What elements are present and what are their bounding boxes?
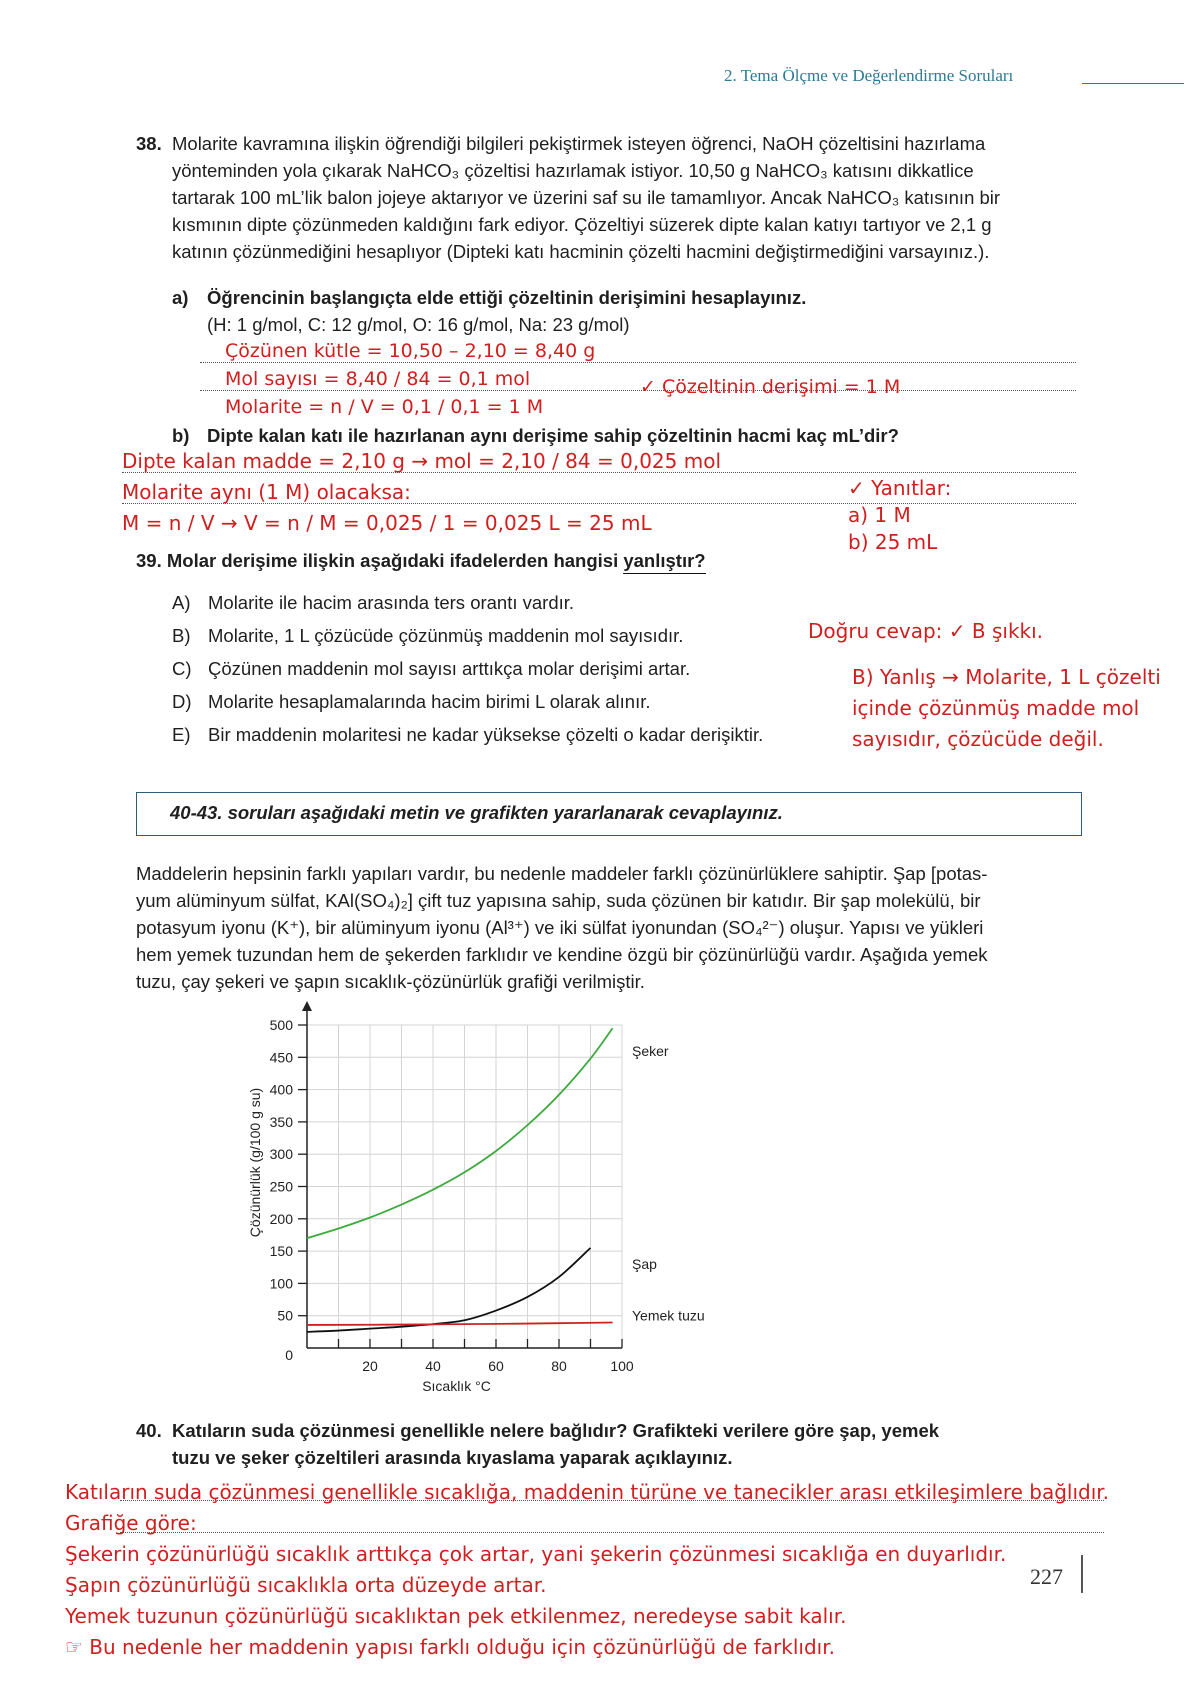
- handwritten-answer-line: Grafiğe göre:: [65, 1511, 197, 1535]
- running-header: 2. Tema Ölçme ve Değerlendirme Soruları: [724, 66, 1014, 85]
- y-tick-label: 100: [269, 1275, 293, 1292]
- x-tick-label: 100: [610, 1358, 634, 1374]
- y-axis-label: Çözünürlük (g/100 g su): [247, 1087, 263, 1238]
- passage-line: Maddelerin hepsinin farklı yapıları vardır, bu nedenle maddeler farklı çözünürlüklere sahiptir. Şap [potas-: [136, 863, 988, 884]
- y-tick-label: 250: [269, 1178, 293, 1195]
- x-tick-label: 60: [488, 1358, 504, 1374]
- chart-labels: [247, 1017, 705, 1394]
- option-letter: D): [172, 691, 192, 712]
- handwritten-answer-line: Yemek tuzunun çözünürlüğü sıcaklıktan pek etkilenmez, neredeyse sabit kalır.: [65, 1604, 847, 1628]
- q38-a-hint: (H: 1 g/mol, C: 12 g/mol, O: 16 g/mol, Na: 23 g/mol): [207, 314, 630, 335]
- option-a: [172, 592, 574, 614]
- page-number: 227: [1030, 1564, 1063, 1589]
- handwritten-answer-line: Şekerin çözünürlüğü sıcaklık arttıkça çok artar, yani şekerin çözünmesi sıcaklığa en duyarlıdır.: [65, 1542, 1007, 1566]
- question-38-line: katının çözünmediğini hesaplıyor (Dipteki katı hacminin çözelti hacmini değiştirmediğini varsayınız.).: [172, 241, 990, 262]
- handwritten-explanation: içinde çözünmüş madde mol: [852, 696, 1140, 720]
- question-38-number: 38.: [136, 133, 162, 154]
- question-39-number: 39.: [136, 550, 162, 571]
- handwritten-answer: Doğru cevap: ✓ B şıkkı.: [808, 619, 1044, 643]
- option-text: Molarite hesaplamalarında hacim birimi L olarak alınır.: [208, 691, 651, 712]
- option-letter: C): [172, 658, 192, 679]
- handwritten-answer-line: Şapın çözünürlüğü sıcaklıkla orta düzeyde artar.: [65, 1573, 547, 1597]
- answer-line: [200, 390, 1076, 391]
- y-tick-label: 150: [269, 1243, 293, 1260]
- handwritten-explanation: B) Yanlış → Molarite, 1 L çözelti: [852, 665, 1161, 689]
- instruction-text: 40-43. soruları aşağıdaki metin ve grafikten yararlanarak cevaplayınız.: [170, 802, 783, 823]
- question-38-body: [172, 130, 1092, 265]
- chart-series: [307, 1028, 613, 1332]
- option-b: [172, 625, 683, 647]
- handwritten-answer: b) 25 mL: [848, 530, 938, 554]
- series-label: Şap: [632, 1256, 657, 1273]
- handwritten-work: Mol sayısı = 8,40 / 84 = 0,1 mol: [225, 368, 531, 390]
- option-text: Bir maddenin molaritesi ne kadar yüksekse çözelti o kadar derişiktir.: [208, 724, 764, 745]
- q38-a-label: a): [172, 287, 189, 308]
- question-39-underlined: yanlıştır?: [623, 550, 705, 574]
- handwritten-answer-line: ☞ Bu nedenle her maddenin yapısı farklı olduğu için çözünürlüğü de farklıdır.: [65, 1635, 835, 1659]
- question-38-line: yönteminden yola çıkarak NaHCO₃ çözeltisi hazırlamak istiyor. 10,50 g NaHCO₃ katısını dikkatlice: [172, 160, 974, 181]
- y-tick-label: 500: [269, 1017, 293, 1033]
- passage-line: tuzu, çay şekeri ve şapın sıcaklık-çözünürlük grafiği verilmiştir.: [136, 971, 645, 992]
- y-tick-label: 450: [269, 1049, 293, 1066]
- series-line-0: [307, 1028, 613, 1238]
- option-c: [172, 658, 690, 680]
- question-40-body: [172, 1417, 939, 1471]
- solubility-chart: [230, 1000, 710, 1415]
- option-letter: B): [172, 625, 191, 646]
- handwritten-work: M = n / V → V = n / M = 0,025 / 1 = 0,025 L = 25 mL: [122, 511, 652, 535]
- q38-b-text: Dipte kalan katı ile hazırlanan aynı derişime sahip çözeltinin hacmi kaç mL’dir?: [207, 425, 899, 446]
- series-line-1: [307, 1248, 591, 1332]
- y-tick-label: 350: [269, 1113, 293, 1130]
- handwritten-explanation: sayısıdır, çözücüde değil.: [852, 727, 1104, 751]
- handwritten-work: Molarite = n / V = 0,1 / 0,1 = 1 M: [225, 396, 544, 418]
- answer-line: [120, 1532, 1104, 1533]
- option-d: [172, 691, 650, 713]
- y-tick-label: 200: [269, 1210, 293, 1227]
- x-axis-label: Sıcaklık °C: [422, 1378, 491, 1394]
- series-label: Yemek tuzu: [632, 1307, 705, 1324]
- handwritten-work: Molarite aynı (1 M) olacaksa:: [122, 480, 411, 504]
- answer-line: [200, 362, 1076, 363]
- chart-grid: [307, 1025, 622, 1348]
- handwritten-answer: a) 1 M: [848, 503, 911, 527]
- handwritten-answer-line: Katıların suda çözünmesi genellikle sıcaklığa, maddenin türüne ve tanecikler arası etkileşimlere bağlıdır.: [65, 1480, 1110, 1504]
- y-tick-label: 50: [277, 1307, 293, 1324]
- option-letter: A): [172, 592, 191, 613]
- y-axis-arrow: [302, 1001, 312, 1011]
- series-label: Şeker: [632, 1042, 669, 1059]
- passage-line: potasyum iyonu (K⁺), bir alüminyum iyonu (Al³⁺) ve iki sülfat iyonundan (SO₄²⁻) oluşur. Yapısı ve yükleri: [136, 917, 984, 938]
- q38-b-label: b): [172, 425, 190, 446]
- page-number-rule: [1081, 1555, 1083, 1593]
- question-39-text: Molar derişime ilişkin aşağıdaki ifadelerden hangisi: [166, 550, 619, 571]
- option-text: Çözünen maddenin mol sayısı arttıkça molar derişimi artar.: [208, 658, 691, 679]
- question-40-number: 40.: [136, 1420, 162, 1441]
- handwritten-answers-title: ✓ Yanıtlar:: [848, 476, 952, 500]
- question-38-line: kısmının dipte çözünmeden kaldığını fark ediyor. Çözeltiyi süzerek dipte kalan katıyı tartıyor ve 2,1 g: [172, 214, 992, 235]
- y-tick-label: 400: [269, 1081, 293, 1098]
- option-letter: E): [172, 724, 191, 745]
- question-38-line: tartarak 100 mL’lik balon jojeye aktarıyor ve üzerini saf su ile tamamlıyor. Ancak NaHCO₃ katısının bir: [172, 187, 1001, 208]
- x-tick-label: 80: [551, 1358, 567, 1374]
- question-40-line: Katıların suda çözünmesi genellikle nelere bağlıdır? Grafikteki verilere göre şap, yemek: [172, 1420, 940, 1441]
- handwritten-work: Dipte kalan madde = 2,10 g → mol = 2,10 / 84 = 0,025 mol: [122, 449, 721, 473]
- x-tick-label: 40: [425, 1358, 441, 1374]
- series-line-2: [307, 1322, 613, 1324]
- passage-line: yum alüminyum sülfat, KAl(SO₄)₂] çift tuz yapısına sahip, suda çözünen bir katıdır. Bir şap molekülü, bir: [136, 890, 981, 911]
- x-tick-label: 20: [362, 1358, 378, 1374]
- header-rule: [1082, 83, 1184, 84]
- handwritten-result: ✓ Çözeltinin derişimi = 1 M: [640, 376, 901, 398]
- passage: [136, 860, 1086, 995]
- y-tick-label: 0: [285, 1347, 293, 1363]
- q38-a-text: Öğrencinin başlangıçta elde ettiği çözeltinin derişimini hesaplayınız.: [207, 287, 807, 308]
- y-tick-label: 300: [269, 1146, 293, 1163]
- question-38-line: Molarite kavramına ilişkin öğrendiği bilgileri pekiştirmek isteyen öğrenci, NaOH çözeltisini hazırlama: [172, 133, 986, 154]
- handwritten-work: Çözünen kütle = 10,50 – 2,10 = 8,40 g: [225, 340, 596, 362]
- option-text: Molarite ile hacim arasında ters orantı vardır.: [208, 592, 575, 613]
- passage-line: hem yemek tuzundan hem de şekerden farklıdır ve kendine özgü bir çözünürlüğü vardır. Aşağıda yemek: [136, 944, 988, 965]
- option-text: Molarite, 1 L çözücüde çözünmüş maddenin mol sayısıdır.: [208, 625, 684, 646]
- question-40-line: tuzu ve şeker çözeltileri arasında kıyaslama yaparak açıklayınız.: [172, 1447, 733, 1468]
- option-e: [172, 724, 763, 746]
- question-39-stem: [136, 547, 706, 574]
